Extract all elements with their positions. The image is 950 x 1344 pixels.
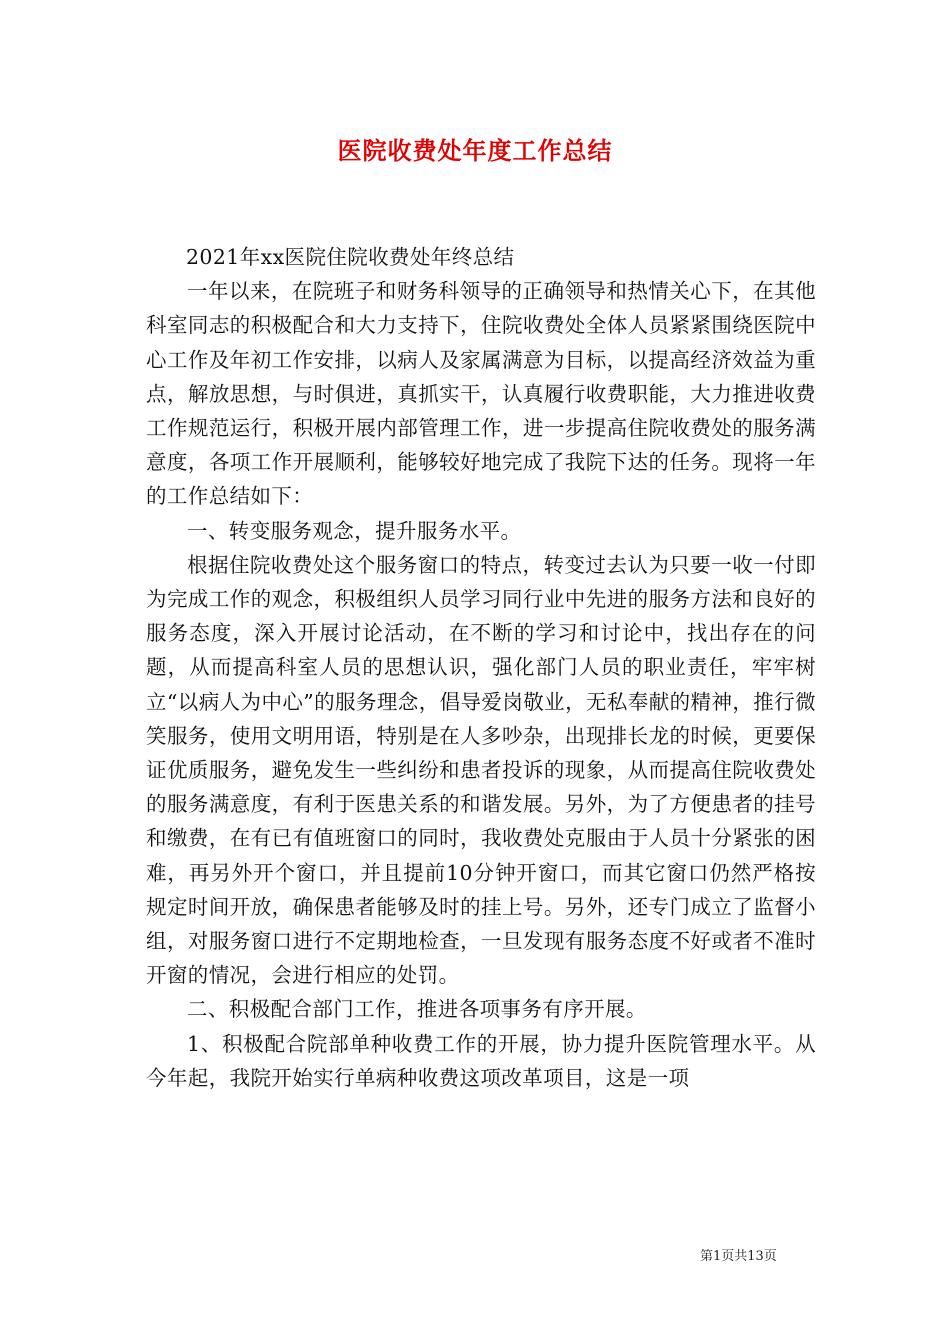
report-subtitle: 2021年xx医院住院收费处年终总结 bbox=[185, 245, 515, 269]
intro-paragraph: 一年以来，在院班子和财务科领导的正确领导和热情关心下，在其他科室同志的积极配合和大力支持下，住院收费处全体人员紧紧围绕医院中心工作及年初工作安排，以病人及家属满意为目标，以提高经济效益为重点，解放思想，与时俱进，真抓实干，认真履行收费职能，大力推进收费工作规范运行，积极开展内部管理工作，进一步提高住院收费处的服务满意度，各项工作开展顺利，能够较好地完成了我院下达的任务。现将一年的工作总结如下： bbox=[146, 279, 816, 509]
section-heading-1: 一、转变服务观念，提升服务水平。 bbox=[187, 518, 522, 543]
document-title: 医院收费处年度工作总结 bbox=[337, 136, 613, 165]
section-1-paragraph: 根据住院收费处这个服务窗口的特点，转变过去认为只要一收一付即为完成工作的观念，积极组织人员学习同行业中先进的服务方法和良好的服务态度，深入开展讨论活动，在不断的学习和讨论中，找出存在的问题，从而提高科室人员的思想认识，强化部门人员的职业责任，牢牢树立“以病人为中心”的服务理念，倡导爱岗敬业，无私奉献的精神，推行微笑服务，使用文明用语，特别是在人多吵杂，出现排长龙的时候，更要保证优质服务，避免发生一些纠纷和患者投诉的现象，从而提高住院收费处的服务满意度，有利于医患关系的和谐发展。另外，为了方便患者的挂号和缴费，在有已有值班窗口的同时，我收费处克服由于人员十分紧张的困难，再另外开个窗口，并且提前10分钟开窗口，而其它窗口仍然严格按规定时间开放，确保患者能够及时的挂上号。另外，还专门成立了监督小组，对服务窗口进行不定期地检查，一旦发现有服务态度不好或者不准时开窗的情况，会进行相应的处罚。 bbox=[146, 552, 816, 988]
document-body bbox=[146, 240, 816, 1095]
section-2-paragraph: 1、积极配合院部单种收费工作的开展，协力提升医院管理水平。从今年起，我院开始实行单病种收费这项改革项目，这是一项 bbox=[146, 1031, 816, 1090]
page-number: 第1页共13页 bbox=[700, 1249, 777, 1264]
section-heading-2: 二、积极配合部门工作，推进各项事务有序开展。 bbox=[187, 997, 647, 1022]
